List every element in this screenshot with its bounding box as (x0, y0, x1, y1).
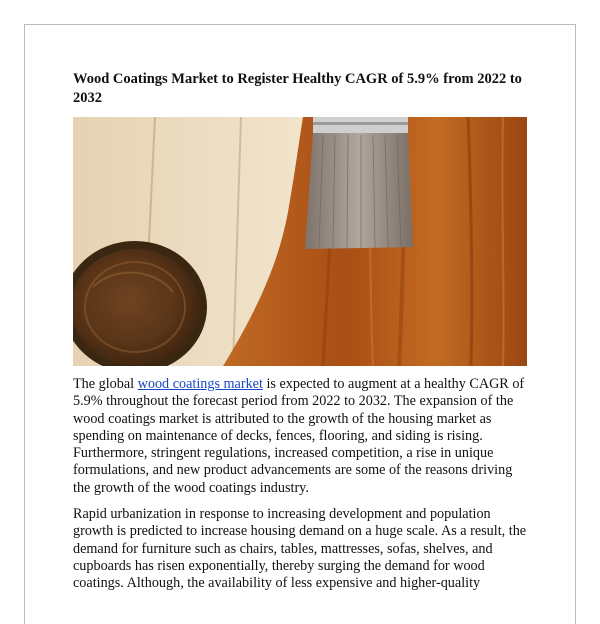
intro-text-rest: is expected to augment at a healthy CAGR of 5.9% throughout the forecast period from 2022 to 2032. The expansion of the wood coatings market is attributed to the growth of the housing market as spending on maintenance of decks, fences, flooring, and siding is rising. Furthermore, stringent regulations, increased competition, a rise in unique formulations, and new product advancements are some of the reasons driving the growth of the wood coatings industry. (73, 376, 525, 496)
paragraph-intro (73, 376, 529, 497)
article-title: Wood Coatings Market to Register Healthy CAGR of 5.9% from 2022 to 2032 (73, 71, 522, 106)
wood-coatings-market-link[interactable]: wood coatings market (137, 376, 263, 392)
intro-text-start: The global (73, 376, 138, 392)
paint-brush (305, 117, 413, 249)
wood-stain-photo (73, 117, 527, 366)
paragraph-urbanization: Rapid urbanization in response to increasing development and population growth is predicted to increase housing demand on a huge scale. As a result, the demand for furniture such as chairs, tables, mattresses, sofas, shelves, and cupboards has risen exponentially, thereby surging the demand for wood coatings. Although, the availability of less expensive and higher-quality (73, 506, 527, 592)
